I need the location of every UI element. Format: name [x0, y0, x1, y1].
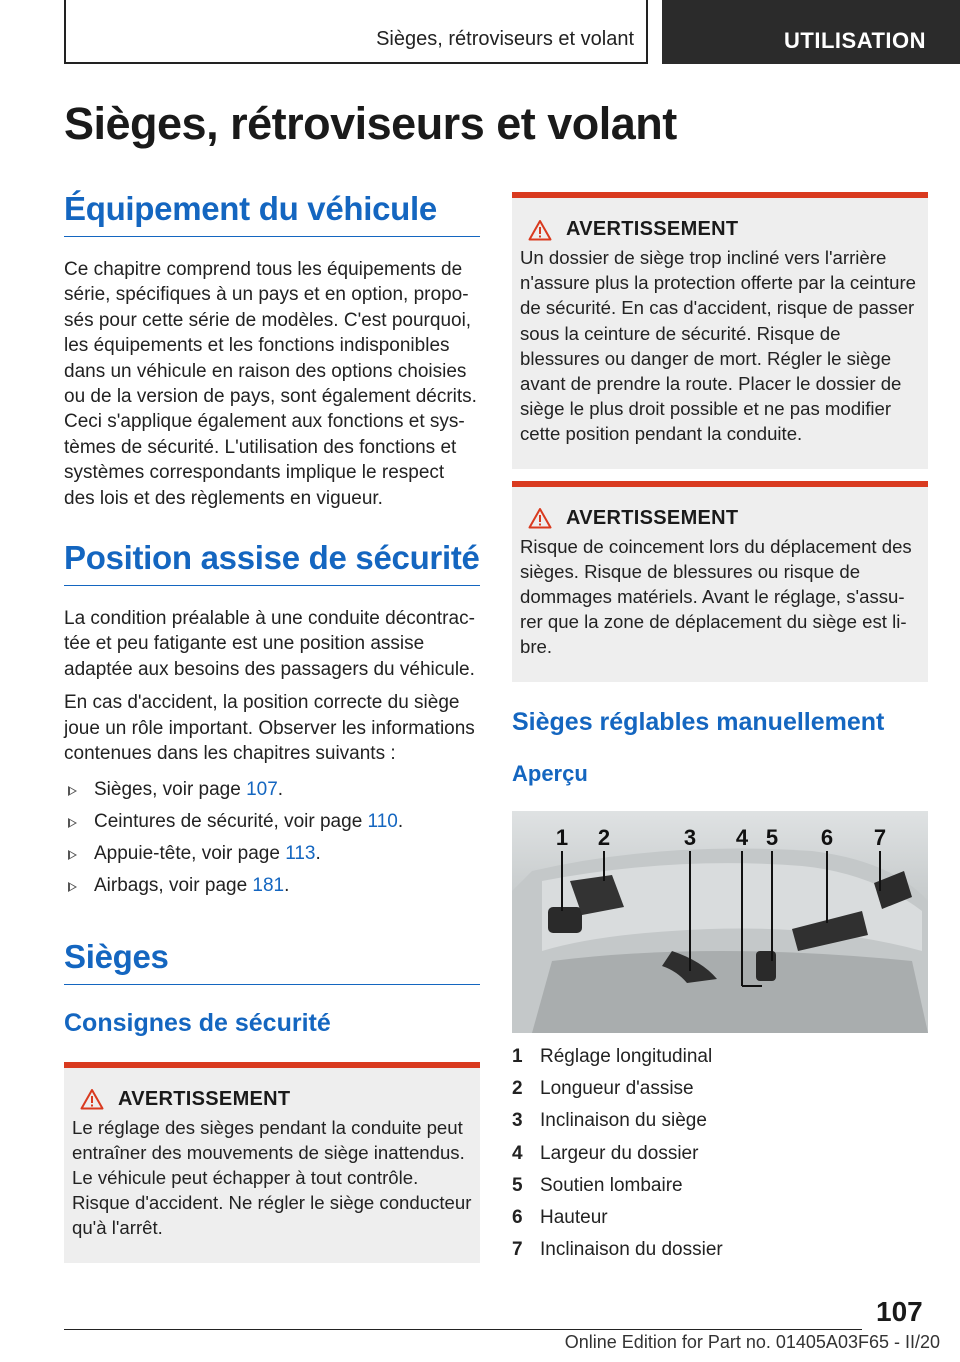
- chapter-tab-label: UTILISATION: [784, 28, 926, 53]
- ref-end: .: [277, 778, 284, 800]
- right-column: [512, 192, 928, 1267]
- legend-number: 7: [512, 1239, 523, 1261]
- warning-text: Risque de coincement lors du déplacement des sièges. Risque de blessures ou risque de dommages matériels. Avant le réglage, s'assurer que la zone de déplacement du siège est libre.: [520, 535, 912, 658]
- footer-divider: [64, 1329, 862, 1330]
- footer-edition: Online Edition for Part no. 01405A03F65 - II/20: [564, 1332, 940, 1352]
- photo-label-2: 2: [597, 824, 611, 850]
- legend-item: [512, 1138, 928, 1170]
- photo-label-1: 1: [555, 824, 569, 850]
- triangle-bullet-icon: [68, 786, 77, 796]
- running-header-title: Sièges, rétroviseurs et volant: [376, 28, 634, 50]
- legend-label: Largeur du dossier: [540, 1142, 699, 1164]
- list-item: [64, 777, 480, 802]
- warning-box: [64, 1062, 480, 1263]
- running-header-section: [64, 0, 648, 64]
- legend-item: [512, 1202, 928, 1234]
- warning-text: Un dossier de siège trop incliné vers l'arrière n'assure plus la protection offerte par la ceinture de sécurité. En cas d'accident, risque de passer sous la ceinture de sécurité. Risque de blessures ou danger de mort. Régler le siège avant de prendre la route. Placer le dossier de siège le plus droit possible et ne pas modifier cette position pendant la conduite.: [520, 247, 916, 445]
- warning-triangle-icon: [528, 219, 552, 241]
- legend-item: [512, 1073, 928, 1105]
- ref-text: Sièges, voir page: [94, 778, 247, 800]
- photo-label-5: 5: [765, 824, 779, 850]
- reference-list: [64, 777, 480, 898]
- warning-header: [72, 1088, 472, 1111]
- legend-number: 5: [512, 1174, 523, 1196]
- warning-title: AVERTISSEMENT: [566, 506, 739, 529]
- seat-controls-photo: [512, 811, 928, 1033]
- warning-title: AVERTISSEMENT: [566, 218, 739, 240]
- heading-safety: Consignes de sécurité: [64, 1008, 331, 1037]
- ref-end: .: [315, 842, 321, 864]
- heading-manual-seats: Sièges réglables manuellement: [512, 707, 885, 736]
- position-text-2: En cas d'accident, la position correcte du siège joue un rôle important. Observer les informations contenues dans les chapitres suivants :: [64, 692, 475, 765]
- seat-illustration: [512, 811, 928, 1033]
- warning-header: [520, 507, 920, 530]
- legend-number: 6: [512, 1207, 523, 1229]
- legend-item: [512, 1234, 928, 1266]
- triangle-bullet-icon: [68, 818, 77, 828]
- legend-item: [512, 1041, 928, 1073]
- legend-label: Inclinaison du dossier: [540, 1239, 723, 1261]
- legend-item: [512, 1170, 928, 1202]
- list-item: [64, 809, 480, 834]
- page-title: Sièges, rétroviseurs et volant: [64, 98, 677, 149]
- photo-label-7: 7: [873, 824, 887, 850]
- page-link[interactable]: 113: [285, 842, 316, 864]
- heading-equipment: Équipement du véhicule: [64, 190, 480, 237]
- ref-text: Airbags, voir page: [94, 874, 253, 896]
- ref-text: Ceintures de sécurité, voir page: [94, 810, 368, 832]
- page-number: 107: [876, 1296, 923, 1327]
- legend-label: Inclinaison du siège: [540, 1110, 707, 1132]
- warning-text: Le réglage des sièges pendant la conduite peut entraîner des mouvements de siège inattendus. Le véhicule peut échapper à tout contrôle. Risque d'accident. Ne régler le siège conducteur qu'à l'arrêt.: [72, 1116, 472, 1239]
- equipment-text: Ce chapitre comprend tous les équipements de série, spécifiques à un pays et en option, proposés pour cette série de modèles. C'est pourquoi, les équipements et les fonctions indisponibles dans un véhicule en raison des options choisies ou de la version de pays, sont également décrits. Ceci s'applique également aux fonctions et systèmes de sécurité. L'utilisation des fonctions et systèmes correspondants implique le respect des lois et des règlements en vigueur.: [64, 259, 477, 509]
- warning-title: AVERTISSEMENT: [118, 1087, 291, 1110]
- legend-label: Longueur d'assise: [540, 1077, 694, 1099]
- heading-seats: Sièges: [64, 938, 480, 985]
- control-longitudinal: [548, 907, 582, 933]
- warning-box: [512, 192, 928, 469]
- legend-item: [512, 1105, 928, 1137]
- ref-end: .: [284, 874, 290, 896]
- photo-label-4: 4: [735, 824, 749, 850]
- legend-label: Soutien lombaire: [540, 1174, 683, 1196]
- page-link[interactable]: 110: [367, 810, 398, 832]
- ref-text: Appuie-tête, voir page: [94, 842, 286, 864]
- legend-number: 3: [512, 1110, 523, 1132]
- page-link[interactable]: 181: [252, 874, 285, 896]
- legend-list: [512, 1041, 928, 1267]
- legend-number: 4: [512, 1142, 523, 1164]
- legend-label: Hauteur: [540, 1207, 608, 1229]
- warning-header: [520, 218, 920, 241]
- legend-number: 2: [512, 1077, 523, 1099]
- position-text-1: La condition préalable à une conduite décontractée et peu fatigante est une position assise adaptée aux besoins des passagers du véhicule.: [64, 608, 475, 680]
- ref-end: .: [397, 810, 404, 832]
- photo-label-3: 3: [683, 824, 697, 850]
- heading-seating-position: Position assise de sécurité: [64, 539, 480, 586]
- left-column: [64, 190, 480, 1263]
- triangle-bullet-icon: [68, 882, 77, 892]
- photo-label-6: 6: [820, 824, 834, 850]
- page-link[interactable]: 107: [246, 778, 278, 800]
- list-item: [64, 841, 480, 866]
- warning-triangle-icon: [80, 1088, 104, 1110]
- warning-box: [512, 481, 928, 682]
- triangle-bullet-icon: [68, 850, 77, 860]
- list-item: [64, 873, 480, 898]
- warning-triangle-icon: [528, 507, 552, 529]
- chapter-tab: [662, 0, 960, 64]
- legend-label: Réglage longitudinal: [540, 1045, 713, 1067]
- legend-number: 1: [512, 1045, 523, 1067]
- heading-overview: Aperçu: [512, 760, 588, 786]
